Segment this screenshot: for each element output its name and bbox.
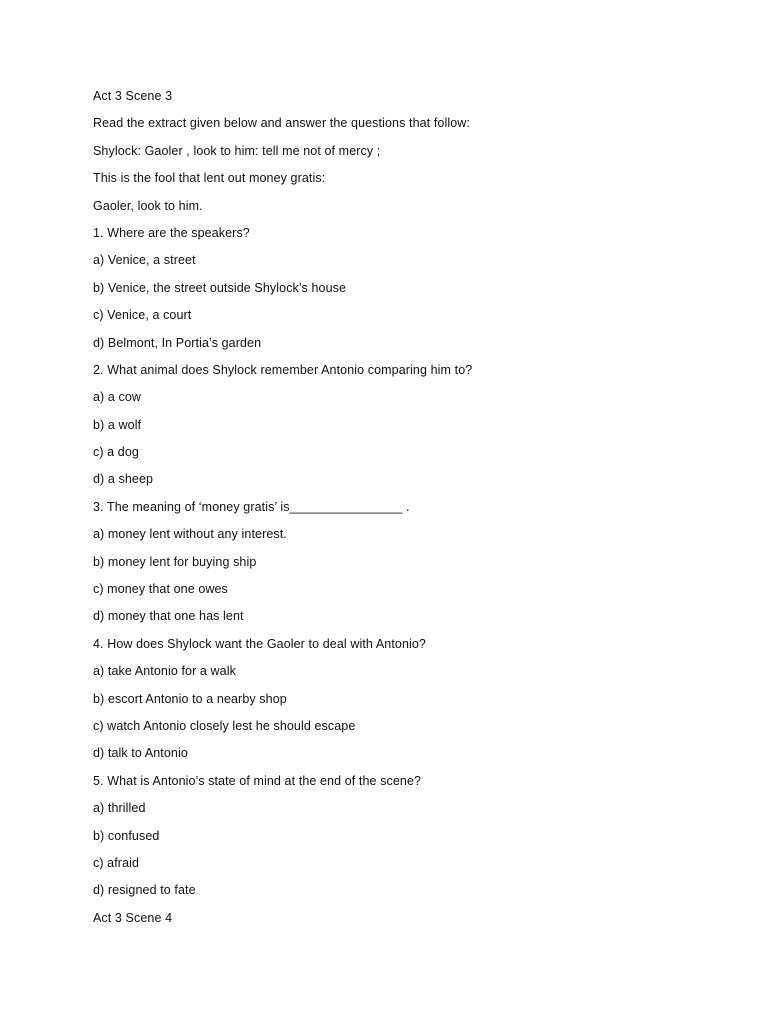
question-1-option-b: b) Venice, the street outside Shylock’s house	[93, 280, 347, 295]
document-page	[93, 86, 733, 935]
section-heading: Act 3 Scene 4	[93, 910, 173, 925]
question-3: 3. The meaning of ‘money gratis’ is________________ .	[93, 499, 410, 514]
question-1-option-d: d) Belmont, In Portia’s garden	[93, 335, 262, 350]
question-4-option-b: b) escort Antonio to a nearby shop	[93, 691, 287, 706]
question-4: 4. How does Shylock want the Gaoler to deal with Antonio?	[93, 636, 426, 651]
question-4-option-c: c) watch Antonio closely lest he should escape	[93, 718, 356, 733]
question-2-option-c: c) a dog	[93, 445, 139, 460]
section-heading: Act 3 Scene 3	[93, 89, 173, 103]
question-5-option-c: c) afraid	[93, 855, 140, 870]
question-5-option-b: b) confused	[93, 828, 160, 843]
question-4-option-a: a) take Antonio for a walk	[93, 664, 236, 679]
question-4-option-d: d) talk to Antonio	[93, 746, 188, 761]
question-3-option-b: b) money lent for buying ship	[93, 554, 257, 569]
question-3-option-c: c) money that one owes	[93, 582, 228, 597]
question-2-option-b: b) a wolf	[93, 417, 142, 432]
question-5: 5. What is Antonio’s state of mind at the end of the scene?	[93, 773, 422, 788]
question-1-option-a: a) Venice, a street	[93, 253, 196, 268]
question-2-option-a: a) a cow	[93, 390, 142, 405]
instruction-text: Read the extract given below and answer the questions that follow:	[93, 116, 470, 131]
question-5-option-d: d) resigned to fate	[93, 883, 196, 898]
extract-line: Gaoler, look to him.	[93, 198, 203, 213]
question-5-option-a: a) thrilled	[93, 801, 146, 816]
question-3-option-d: d) money that one has lent	[93, 609, 244, 624]
question-2-option-d: d) a sheep	[93, 472, 154, 487]
extract-line: This is the fool that lent out money gratis:	[93, 171, 326, 186]
question-1: 1. Where are the speakers?	[93, 225, 250, 240]
question-2: 2. What animal does Shylock remember Antonio comparing him to?	[93, 362, 473, 377]
question-3-option-a: a) money lent without any interest.	[93, 527, 287, 542]
question-1-option-c: c) Venice, a court	[93, 308, 192, 323]
extract-line: Shylock: Gaoler , look to him: tell me not of mercy ;	[93, 143, 381, 158]
